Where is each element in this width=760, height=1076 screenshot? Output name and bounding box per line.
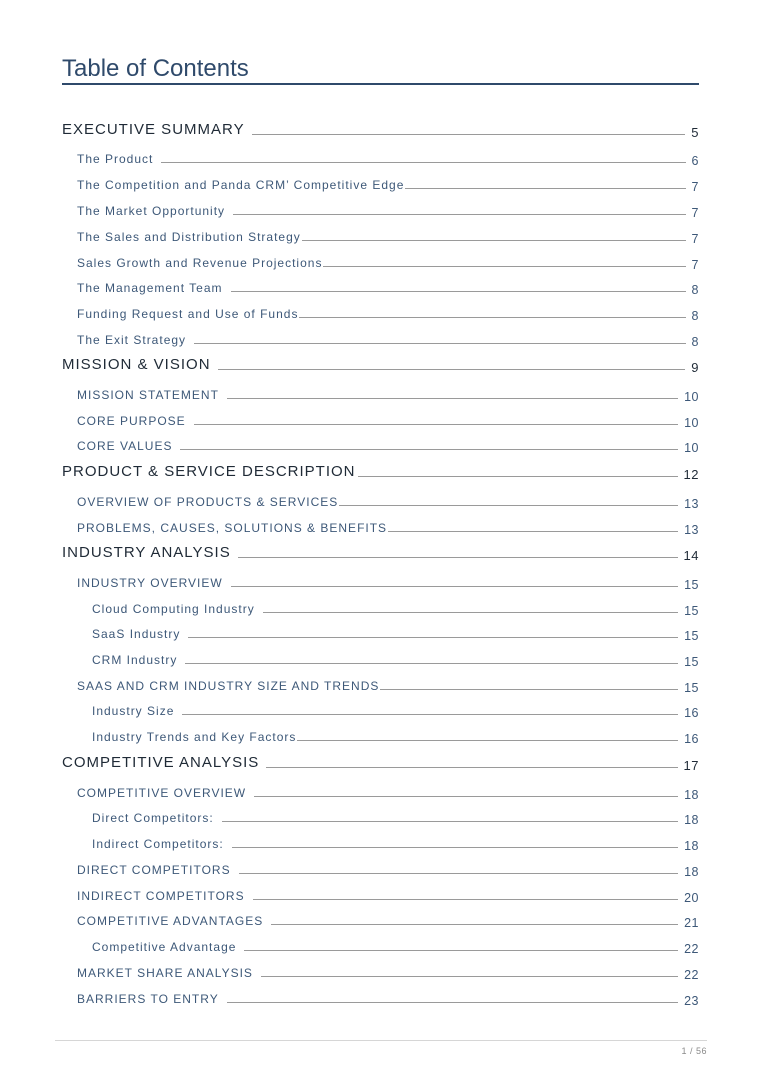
toc-entry-sales-distribution[interactable] — [77, 226, 699, 244]
toc-entry-mission-vision[interactable] — [62, 355, 699, 373]
toc-entry-cloud-computing[interactable] — [92, 598, 699, 616]
toc-page-number: 16 — [684, 706, 699, 720]
dot-leader — [231, 586, 678, 587]
toc-entry-label: Sales Growth and Revenue Projections — [77, 256, 323, 270]
dot-leader — [358, 476, 678, 477]
dot-leader — [388, 531, 678, 532]
toc-entry-funding-request[interactable] — [77, 303, 699, 321]
toc-page-number: 16 — [684, 732, 699, 746]
toc-page-number: 18 — [684, 813, 699, 827]
toc-entry-label: BARRIERS TO ENTRY — [77, 992, 219, 1006]
toc-entry-market-opportunity[interactable] — [77, 200, 699, 218]
toc-page-number: 20 — [684, 891, 699, 905]
toc-entry-executive-summary[interactable] — [62, 120, 699, 138]
toc-page-number: 13 — [684, 523, 699, 537]
toc-entry-label: COMPETITIVE ANALYSIS — [62, 754, 260, 771]
toc-entry-barriers-to-entry[interactable] — [77, 988, 699, 1006]
toc-page-number: 22 — [684, 968, 699, 982]
toc-page-number: 14 — [683, 548, 699, 563]
toc-page-number: 5 — [691, 125, 699, 140]
toc-page-number: 18 — [684, 788, 699, 802]
title-underline — [62, 83, 699, 85]
dot-leader — [227, 1002, 678, 1003]
toc-entry-label: COMPETITIVE ADVANTAGES — [77, 914, 264, 928]
toc-entry-saas-crm-size-trends[interactable] — [77, 675, 699, 693]
dot-leader — [323, 266, 685, 267]
toc-entry-direct-competitors-sub[interactable] — [92, 807, 699, 825]
toc-entry-industry-trends[interactable] — [92, 726, 699, 744]
dot-leader — [253, 899, 679, 900]
page-indicator: 1 / 56 — [681, 1046, 707, 1056]
toc-page-number: 10 — [684, 441, 699, 455]
toc-page-number: 18 — [684, 865, 699, 879]
toc-entry-label: SaaS Industry — [92, 627, 181, 641]
toc-entry-indirect-competitors[interactable] — [77, 885, 699, 903]
toc-entry-label: INDUSTRY OVERVIEW — [77, 576, 223, 590]
toc-page-number: 23 — [684, 994, 699, 1008]
toc-entry-overview-products[interactable] — [77, 491, 699, 509]
toc-page-number: 12 — [683, 467, 699, 482]
dot-leader — [238, 557, 678, 558]
toc-entry-label: Direct Competitors: — [92, 811, 214, 825]
toc-page-number: 7 — [691, 180, 699, 194]
toc-page-number: 7 — [691, 258, 699, 272]
toc-entry-core-purpose[interactable] — [77, 410, 699, 428]
toc-entry-label: The Market Opportunity — [77, 204, 226, 218]
dot-leader — [185, 663, 678, 664]
dot-leader — [180, 449, 678, 450]
toc-entry-market-share-analysis[interactable] — [77, 962, 699, 980]
toc-entry-product-service-description[interactable] — [62, 462, 699, 480]
toc-entry-mission-statement[interactable] — [77, 384, 699, 402]
toc-entry-competitive-advantages[interactable] — [77, 910, 699, 928]
toc-entry-management-team[interactable] — [77, 277, 699, 295]
toc-page-number: 13 — [684, 497, 699, 511]
dot-leader — [302, 240, 686, 241]
toc-entry-sales-growth[interactable] — [77, 252, 699, 270]
dot-leader — [194, 424, 678, 425]
toc-page-number: 15 — [684, 655, 699, 669]
toc-entry-label: Indirect Competitors: — [92, 837, 224, 851]
toc-entry-label: Cloud Computing Industry — [92, 602, 255, 616]
toc-entry-label: Industry Trends and Key Factors — [92, 730, 297, 744]
toc-entry-industry-size[interactable] — [92, 700, 699, 718]
toc-entry-label: Competitive Advantage — [92, 940, 237, 954]
toc-page-number: 10 — [684, 416, 699, 430]
dot-leader — [252, 134, 686, 135]
toc-page-number: 6 — [691, 154, 699, 168]
toc-entry-label: MARKET SHARE ANALYSIS — [77, 966, 253, 980]
toc-entry-label: CORE PURPOSE — [77, 414, 186, 428]
page-title: Table of Contents — [62, 55, 249, 82]
toc-entry-label: SAAS AND CRM INDUSTRY SIZE AND TRENDS — [77, 679, 380, 693]
toc-page-number: 8 — [691, 335, 699, 349]
toc-page-number: 8 — [691, 309, 699, 323]
toc-entry-competitive-advantage[interactable] — [92, 936, 699, 954]
dot-leader — [182, 714, 678, 715]
dot-leader — [266, 767, 677, 768]
toc-entry-direct-competitors[interactable] — [77, 859, 699, 877]
dot-leader — [194, 343, 686, 344]
dot-leader — [263, 612, 678, 613]
toc-entry-label: The Competition and Panda CRM’ Competitive Edge — [77, 178, 405, 192]
toc-entry-label: MISSION STATEMENT — [77, 388, 219, 402]
toc-page-number: 7 — [691, 232, 699, 246]
toc-entry-label: CRM Industry — [92, 653, 178, 667]
toc-entry-industry-overview[interactable] — [77, 572, 699, 590]
toc-entry-exit-strategy[interactable] — [77, 329, 699, 347]
dot-leader — [231, 291, 686, 292]
toc-page-number: 9 — [691, 360, 699, 375]
toc-page-number: 7 — [691, 206, 699, 220]
toc-entry-saas-industry[interactable] — [92, 623, 699, 641]
toc-entry-label: The Sales and Distribution Strategy — [77, 230, 301, 244]
toc-entry-indirect-competitors-sub[interactable] — [92, 833, 699, 851]
toc-page-number: 15 — [684, 681, 699, 695]
toc-entry-label: The Management Team — [77, 281, 223, 295]
toc-entry-label: COMPETITIVE OVERVIEW — [77, 786, 247, 800]
dot-leader — [261, 976, 678, 977]
toc-entry-label: PROBLEMS, CAUSES, SOLUTIONS & BENEFITS — [77, 521, 388, 535]
toc-page-number: 15 — [684, 604, 699, 618]
toc-entry-label: Industry Size — [92, 704, 175, 718]
toc-entry-competition-edge[interactable] — [77, 174, 699, 192]
dot-leader — [297, 740, 678, 741]
dot-leader — [299, 317, 685, 318]
toc-entry-core-values[interactable] — [77, 435, 699, 453]
toc-entry-label: INDIRECT COMPETITORS — [77, 889, 245, 903]
toc-entry-label: PRODUCT & SERVICE DESCRIPTION — [62, 463, 356, 480]
toc-entry-the-product[interactable] — [77, 148, 699, 166]
toc-entry-label: MISSION & VISION — [62, 356, 211, 373]
toc-entry-label: CORE VALUES — [77, 439, 173, 453]
dot-leader — [188, 637, 678, 638]
toc-entry-label: The Product — [77, 152, 154, 166]
toc-entry-label: INDUSTRY ANALYSIS — [62, 544, 231, 561]
toc-page-number: 15 — [684, 578, 699, 592]
toc-page-number: 15 — [684, 629, 699, 643]
dot-leader — [222, 821, 678, 822]
toc-entry-label: Funding Request and Use of Funds — [77, 307, 299, 321]
dot-leader — [218, 369, 686, 370]
dot-leader — [232, 847, 678, 848]
toc-entry-problems-solutions[interactable] — [77, 517, 699, 535]
dot-leader — [239, 873, 679, 874]
dot-leader — [271, 924, 678, 925]
dot-leader — [405, 188, 685, 189]
toc-page-number: 8 — [691, 283, 699, 297]
toc-entry-crm-industry[interactable] — [92, 649, 699, 667]
toc-entry-industry-analysis[interactable] — [62, 543, 699, 561]
dot-leader — [380, 689, 678, 690]
toc-page-number: 22 — [684, 942, 699, 956]
dot-leader — [161, 162, 685, 163]
dot-leader — [254, 796, 678, 797]
toc-page-number: 18 — [684, 839, 699, 853]
footer-divider — [55, 1040, 707, 1041]
toc-entry-label: The Exit Strategy — [77, 333, 187, 347]
toc-page-number: 21 — [684, 916, 699, 930]
toc-entry-label: EXECUTIVE SUMMARY — [62, 121, 245, 138]
toc-page-number: 17 — [683, 758, 699, 773]
toc-entry-competitive-overview[interactable] — [77, 782, 699, 800]
dot-leader — [233, 214, 685, 215]
toc-entry-label: DIRECT COMPETITORS — [77, 863, 231, 877]
toc-page-number: 10 — [684, 390, 699, 404]
toc-entry-competitive-analysis[interactable] — [62, 753, 699, 771]
dot-leader — [339, 505, 678, 506]
dot-leader — [227, 398, 678, 399]
toc-entry-label: OVERVIEW OF PRODUCTS & SERVICES — [77, 495, 339, 509]
dot-leader — [244, 950, 678, 951]
